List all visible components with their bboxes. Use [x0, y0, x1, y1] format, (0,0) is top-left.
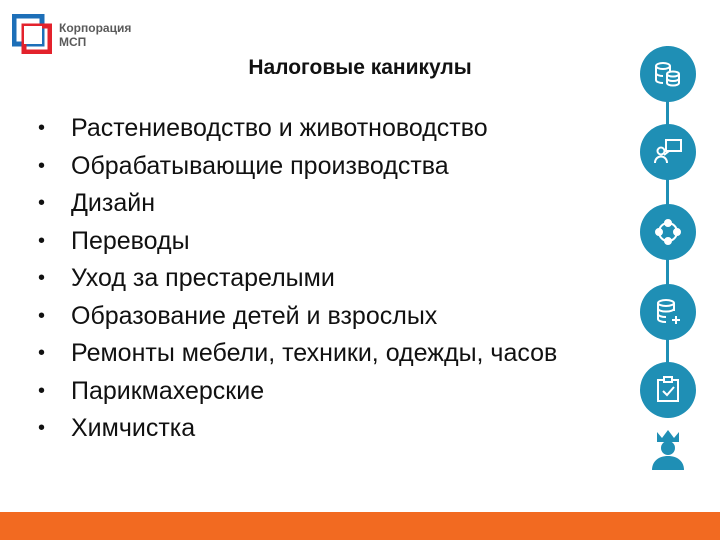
bullet-marker: •	[38, 342, 46, 364]
bullet-marker: •	[38, 154, 46, 177]
bullet-text: Растениеводство и животноводство	[71, 114, 488, 142]
person-crown-icon	[650, 428, 686, 470]
presenter-board-icon	[652, 136, 684, 168]
bullet-marker: •	[38, 379, 46, 402]
bullet-text: Обрабатывающие производства	[71, 151, 449, 180]
bullet-marker: •	[38, 229, 46, 252]
slide-title: Налоговые каникулы	[248, 56, 472, 79]
bullet-item	[38, 260, 557, 298]
network-cycle-icon	[652, 216, 684, 248]
timeline-node	[640, 46, 696, 102]
database-coins-icon	[652, 58, 684, 90]
bullet-item	[38, 373, 557, 411]
timeline-node	[640, 204, 696, 260]
database-add-icon	[652, 296, 684, 328]
company-logo	[12, 14, 152, 54]
bullet-item	[38, 335, 557, 373]
bullet-text: Образование детей и взрослых	[71, 301, 438, 330]
bullet-item	[38, 298, 557, 336]
bullet-item	[38, 110, 557, 148]
bullet-item	[38, 410, 557, 448]
bullet-marker: •	[38, 267, 46, 289]
footer-bar	[0, 512, 720, 540]
bullet-item	[38, 148, 557, 186]
clipboard-check-icon	[652, 374, 684, 406]
bullet-marker: •	[38, 417, 46, 439]
bullet-text: Парикмахерские	[71, 376, 265, 405]
bullet-marker: •	[38, 192, 46, 214]
timeline-node	[640, 284, 696, 340]
bullet-text: Уход за престарелыми	[71, 264, 335, 292]
bullet-item	[38, 223, 557, 261]
bullet-item	[38, 185, 557, 223]
bullet-text: Переводы	[71, 226, 190, 255]
logo-text	[59, 21, 131, 49]
bullet-list	[38, 110, 557, 448]
timeline-node	[640, 124, 696, 180]
icon-timeline	[630, 36, 706, 476]
msp-logo-icon	[12, 14, 52, 54]
bullet-marker: •	[38, 117, 46, 139]
logo-name-line2: МСП	[59, 35, 87, 49]
bullet-text: Ремонты мебели, техники, одежды, часов	[71, 339, 558, 367]
timeline-node	[640, 362, 696, 418]
logo-name-line1: Корпорация	[59, 21, 132, 35]
bullet-text: Химчистка	[71, 414, 196, 442]
bullet-text: Дизайн	[71, 189, 156, 217]
bullet-marker: •	[38, 304, 46, 327]
